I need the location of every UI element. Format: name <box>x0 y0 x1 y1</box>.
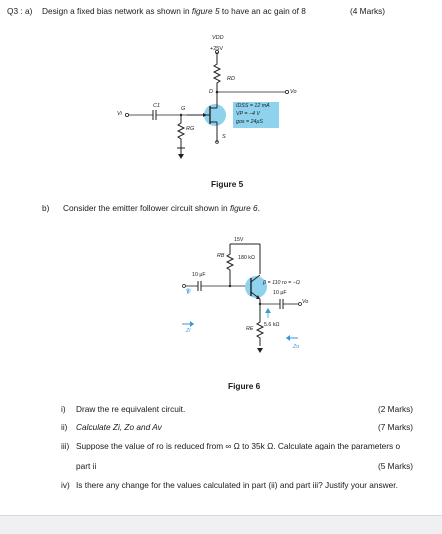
ground-arrow-6 <box>257 348 263 353</box>
cap-out-label: 10 μF <box>273 290 287 296</box>
bottom-scroll-bar[interactable] <box>0 515 442 534</box>
question-text-pre: Design a fixed bias network as shown in <box>42 6 192 16</box>
item-2-text: Calculate Zi, Zo and Av <box>76 422 162 432</box>
vi-6-label: Vi <box>186 289 191 295</box>
part-b-label: b) <box>42 203 50 213</box>
re-label: RE <box>246 326 254 332</box>
item-3b-text: part ii <box>76 461 97 471</box>
question-label: Q3 : a) <box>7 6 33 16</box>
rg-label: RG <box>186 126 195 132</box>
gos-label: gos = 24μS <box>236 119 263 125</box>
item-1-num: i) <box>61 404 66 414</box>
question-text <box>42 7 306 15</box>
beta-label: β = 110 ro = −Ω <box>263 280 300 286</box>
cap-in-label: 10 μF <box>192 272 206 278</box>
vi-label: Vi <box>117 111 122 117</box>
re-resistor <box>257 320 263 346</box>
rb-label: RB <box>217 253 225 259</box>
supply-label: +25V <box>210 46 223 52</box>
ground-arrow <box>178 154 184 159</box>
figure6-caption: Figure 6 <box>228 381 261 391</box>
item-2-num: ii) <box>61 422 68 432</box>
part-b-text <box>63 204 260 212</box>
question-text-post: to have an ac gain of 8 <box>219 6 306 16</box>
zo-label: Zo <box>293 344 300 350</box>
figure6-diagram <box>170 232 330 362</box>
figure5-caption: Figure 5 <box>211 179 244 189</box>
item-3-num: iii) <box>61 441 70 451</box>
vo-6-label: Vo <box>302 299 309 305</box>
item-3-text: Suppose the value of ro is reduced from ∞ Ω to 35k Ω. Calculate again the parameters o <box>76 442 401 451</box>
item-1-marks: (2 Marks) <box>378 404 414 414</box>
g-label: G <box>181 106 186 112</box>
item-4-num: iv) <box>61 480 70 490</box>
rg-resistor <box>178 115 184 148</box>
idss-label: IDSS = 12 mA <box>236 103 270 109</box>
item-3b-marks: (5 Marks) <box>378 461 414 471</box>
d-label: D <box>209 89 213 95</box>
item-2-marks: (7 Marks) <box>378 422 414 432</box>
c1-label: C1 <box>153 103 161 109</box>
rd-label: RD <box>227 76 235 82</box>
part-b-text-pre: Consider the emitter follower circuit shown in <box>63 203 230 213</box>
zi-label: Zi <box>186 328 191 334</box>
s-label: S <box>222 134 226 140</box>
item-1-text: Draw the re equivalent circuit. <box>76 404 186 414</box>
question-marks: (4 Marks) <box>350 6 386 16</box>
item-4-text: Is there any change for the values calculated in part (ii) and part iii? Justify your answer. <box>76 480 398 490</box>
vdd-label: VDD <box>212 35 224 41</box>
rd-resistor <box>214 58 220 90</box>
vp-label: VP = −4 V <box>236 111 260 117</box>
part-b-text-post: . <box>257 203 260 213</box>
rb-resistor <box>227 250 233 286</box>
supply-15v-label: 15V <box>234 237 244 243</box>
part-b-figure-ref: figure 6 <box>229 203 258 213</box>
question-figure-ref: figure 5 <box>191 6 220 16</box>
vo-label: Vo <box>290 89 297 95</box>
re-value-label: 5.6 kΩ <box>264 322 280 328</box>
rb-value-label: 180 kΩ <box>238 255 255 261</box>
